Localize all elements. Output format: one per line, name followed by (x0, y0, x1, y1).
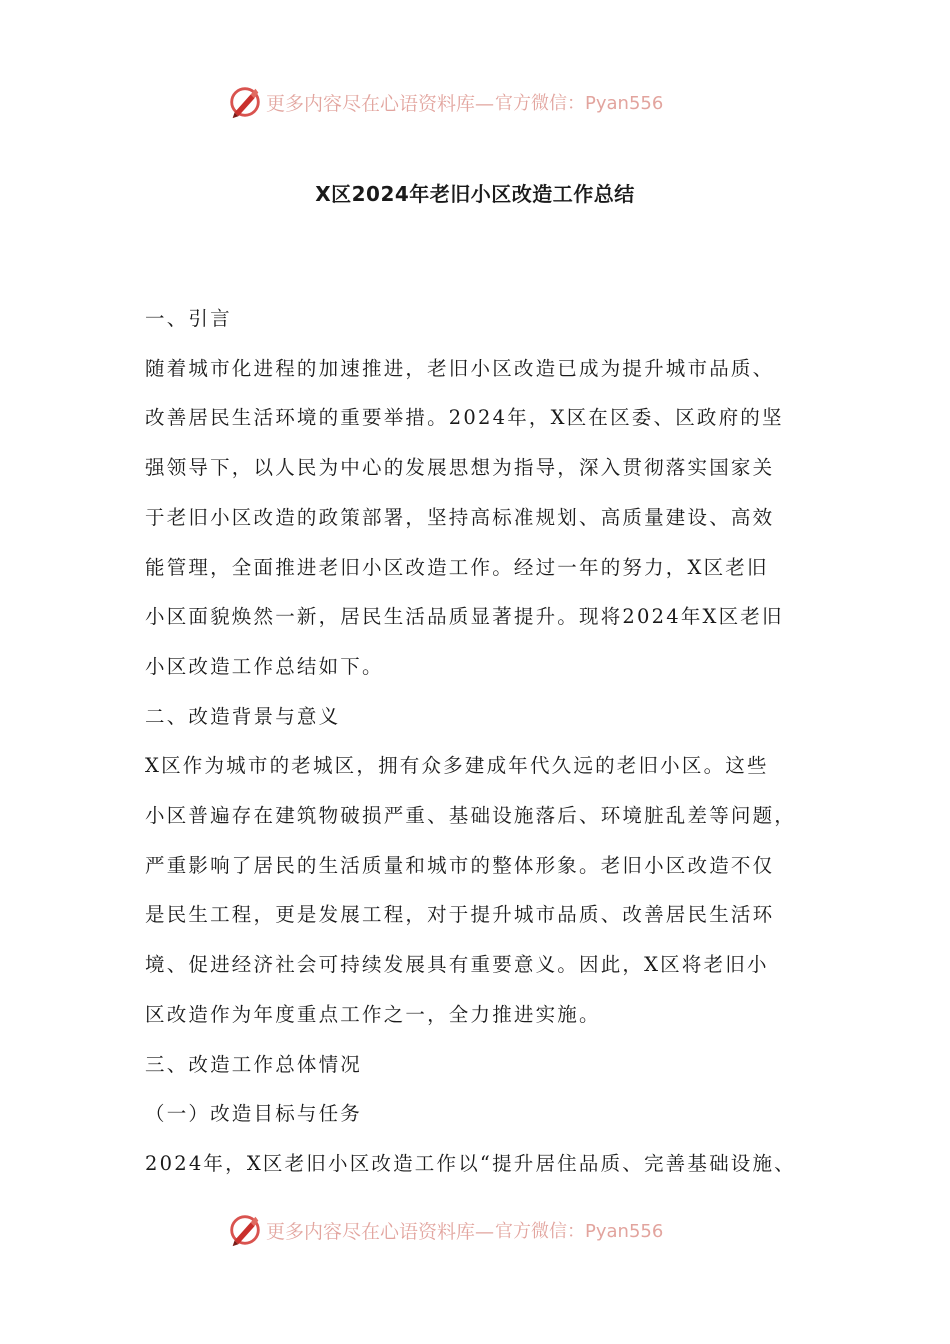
paragraph-line: 能管理，全面推进老旧小区改造工作。经过一年的努力，X区老旧 (145, 555, 769, 579)
watermark-brand: 更多内容尽在心语资料库— (266, 92, 495, 115)
watermark-header (226, 82, 663, 122)
paragraph-line: 改善居民生活环境的重要举措。2024年，X区在区委、区政府的坚 (145, 406, 784, 430)
pen-logo-icon (226, 83, 264, 121)
paragraph-line: 强领导下，以人民为中心的发展思想为指导，深入贯彻落实国家关 (145, 456, 775, 480)
section-heading: 一、引言 (145, 307, 232, 330)
paragraph-line: 随着城市化进程的加速推进，老旧小区改造已成为提升城市品质、 (145, 356, 775, 380)
pen-logo-icon (226, 1211, 264, 1249)
paragraph-line: 小区改造工作总结如下。 (145, 654, 384, 678)
paragraph-line: 是民生工程，更是发展工程，对于提升城市品质、改善居民生活环 (145, 903, 775, 927)
watermark-brand: 更多内容尽在心语资料库— (266, 1220, 495, 1243)
paragraph-line: 2024年，X区老旧小区改造工作以“提升居住品质、完善基础设施、 (145, 1151, 796, 1175)
paragraph-line: 小区面貌焕然一新，居民生活品质显著提升。现将2024年X区老旧 (145, 605, 784, 629)
paragraph-line: X区作为城市的老城区，拥有众多建成年代久远的老旧小区。这些 (145, 754, 769, 778)
watermark-contact: 官方微信：Pyan556 (495, 1221, 664, 1242)
paragraph-line: 区改造作为年度重点工作之一，全力推进实施。 (145, 1002, 601, 1026)
subsection-heading: （一）改造目标与任务 (145, 1102, 363, 1126)
document-title: X区2024年老旧小区改造工作总结 (315, 182, 635, 206)
watermark-footer (226, 1210, 663, 1250)
paragraph-line: 小区普遍存在建筑物破损严重、基础设施落后、环境脏乱差等问题， (145, 804, 797, 828)
section-heading: 二、改造背景与意义 (145, 704, 341, 728)
paragraph-line: 境、促进经济社会可持续发展具有重要意义。因此，X区将老旧小 (145, 953, 769, 977)
paragraph-line: 于老旧小区改造的政策部署，坚持高标准规划、高质量建设、高效 (145, 505, 775, 529)
document-body (145, 294, 835, 1189)
watermark-contact: 官方微信：Pyan556 (495, 93, 664, 114)
paragraph-line: 严重影响了居民的生活质量和城市的整体形象。老旧小区改造不仅 (145, 853, 775, 877)
section-heading: 三、改造工作总体情况 (145, 1052, 363, 1076)
